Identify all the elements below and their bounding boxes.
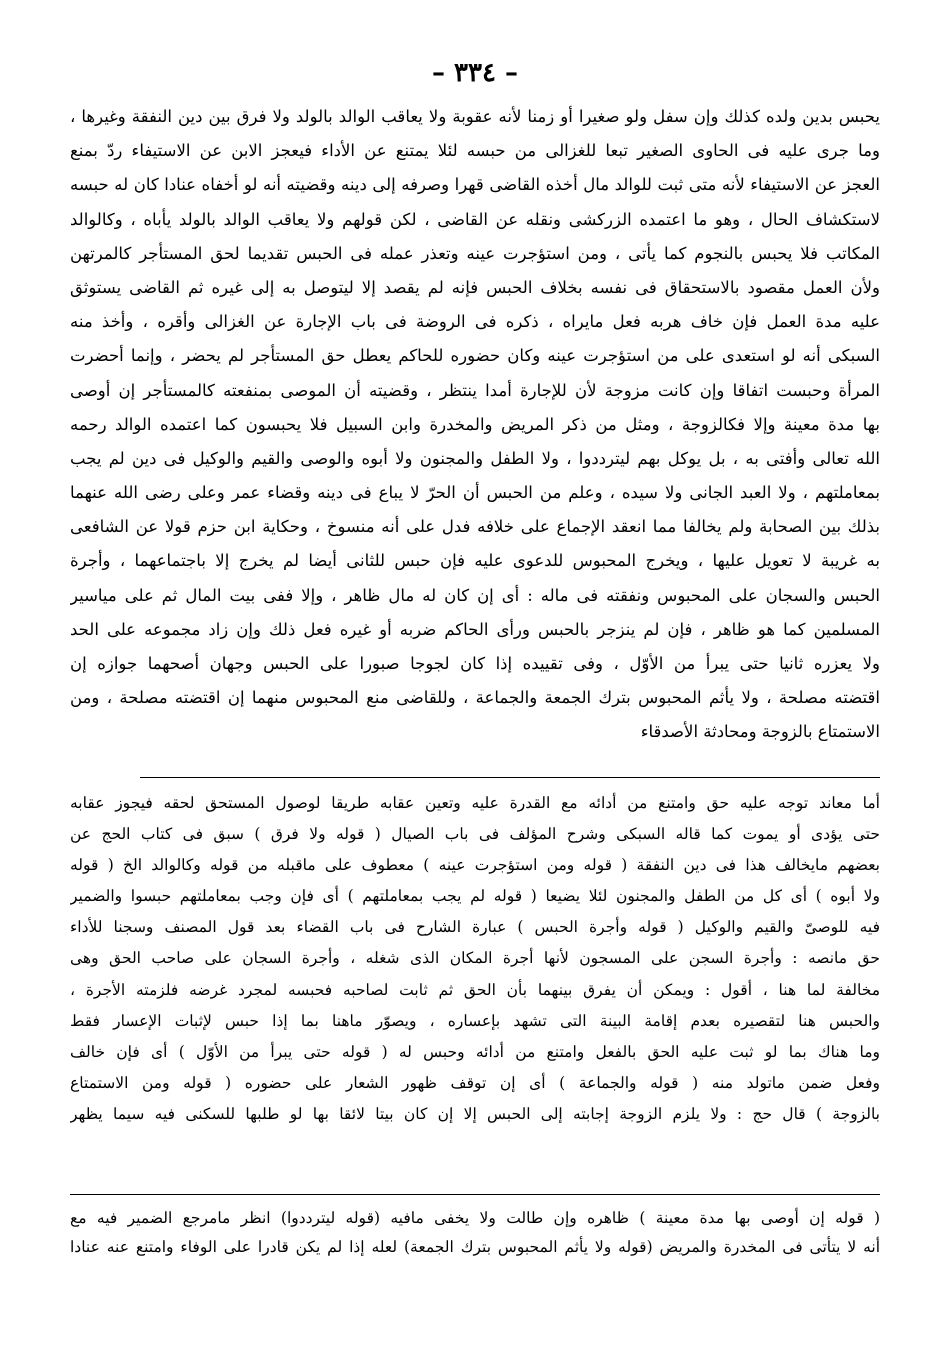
footnote-divider: [140, 777, 880, 778]
footnote-line: وما هناك بما لو ثبت عليه الحق بالفعل وامتنع من أدائه وحبس له ( قوله حتى يبرأ من الأوّل ) أى فإن خالف: [70, 1042, 880, 1061]
text-line: الله تعالى وأفتى به ، بل يوكل بهم ليترددوا ، ولا الطفل والمجنون ولا أبوه والوصى والقيم والوكيل فى دين لم يجب: [70, 448, 880, 468]
footnote-line: فيه للوصىّ والقيم والوكيل ( قوله وأجرة الحبس ) عبارة الشارح فى باب القضاء بعد قول المصنف وسجنا للأداء: [70, 918, 880, 937]
text-line: اقتضته مصلحة ، ولا يأثم المحبوس بترك الجمعة والجماعة ، وللقاضى منع المحبوس منهما إن اقتضته مصلحة ، ومن: [70, 688, 880, 708]
text-line: المرأة وحبست اتفاقا وإن كانت مزوجة لأن للإجارة أمدا ينتظر ، وقضيته أن الموصى بمنفعته كالمستأجر إن أوصى: [70, 380, 880, 400]
text-line: بمعاملتهم ، ولا العبد الجانى ولا سيده ، وعلم من الحبس أن الحرّ لا يباع فى دينه وقضاء عمر وعلى رضى الله عنهما: [70, 483, 880, 503]
text-line: يحبس بدين ولده كذلك وإن سفل ولو صغيرا أو زمنا لأنه عقوبة ولا يعاقب الوالد بالولد ولا فرق بين دين النفقة وغيرها ،: [70, 107, 880, 126]
footnote-line: حتى يؤدى أو يموت كما قاله السبكى وشرح المؤلف فى باب الصيال ( قوله ولا فرق ) سبق فى كتاب الحج عن: [70, 825, 880, 844]
footnote-line: أنه لا يتأتى فى المخدرة والمريض (قوله ولا يأثم المحبوس بترك الجمعة) لعله إذا لم يكن قادرا على الوفاء وامتنع عنه عنادا: [70, 1237, 880, 1256]
commentary-footnote: [70, 788, 880, 1130]
page-number: – ٣٣٤ –: [431, 58, 519, 88]
text-line: لاستكشاف الحال ، وهو ما اعتمده الزركشى ونقله عن القاضى ، لكن قولهم ولا يعاقب الوالد بالولد يأباه ، وكالوالد: [70, 209, 880, 229]
footnote-line: والحبس هنا لتقصيره بعدم إقامة البينة التى تشهد بإعساره ، ويصوّر ماهنا بما إذا حبس لإثبات الإعسار فقط: [70, 1011, 880, 1030]
text-line: ولا يعزره ثانيا حتى يبرأ من الأوّل ، وفى تقييده إذا كان لجوجا صبورا على الحبس وجهان أصحهما جوازه إن: [70, 654, 880, 673]
text-line: الاستمتاع بالزوجة ومحادثة الأصدقاء: [640, 722, 880, 742]
main-text: [70, 100, 880, 750]
footnote-line: بالزوجة ) قال حج : ولا يلزم الزوجة إجابته إلى الحبس إلا إن كان بيتا لائقا بها لو طلبها للسكنى فيه سيما يظهر: [70, 1104, 880, 1123]
text-line: وما جرى عليه فى الحاوى الصغير تبعا للغزالى من حبسه لئلا يمتنع عن الأداء فيعجز الابن عن الاستيفاء ردّ بمنع: [70, 141, 880, 161]
footnote-line: حق مانصه : وأجرة السجن على المسجون لأنها أجرة المكان الذى شغله ، وأجرة السجان على صاحب الحق وهى: [70, 949, 880, 968]
footnote-line: وفعل ضمن ماتولد منه ( قوله والجماعة ) أى إن توقف ظهور الشعار على حضوره ( قوله ومن الاستمتاع: [70, 1073, 880, 1092]
secondary-footnote: [70, 1204, 880, 1261]
footnote-line: مخالفة لما هنا ، أقول : ويمكن أن يفرق بينهما بأن الحق ثم ثابت لصاحبه فحبسه لمجرد غرضه فلزمته الأجرة ،: [70, 980, 880, 999]
text-line: الحبس والسجان على المحبوس ونفقته فى ماله : أى إن كان له مال ظاهر ، وإلا ففى بيت المال ثم على مياسير: [70, 585, 880, 605]
text-line: السبكى أنه لو استعدى على من استؤجرت عينه وكان حضوره للحاكم يعطل حق المستأجر لم يحضر ، وإنما أحضرت: [70, 346, 880, 366]
text-line: المكاتب فلا يحبس بالنجوم كما يأتى ، ومن استؤجرت عينه وتعذر عمله فى الحبس تقديما لحق المستأجر كالمرتهن: [70, 243, 880, 263]
text-line: المسلمين كما هو ظاهر ، فإن لم ينزجر بالحبس ورأى الحاكم ضربه أو غيره فعل ذلك وإن زاد مجموعه على الحد: [70, 619, 880, 639]
text-line: ولأن العمل مقصود بالاستحقاق فى نفسه بخلاف الحبس فإنه لم يقصد إلا ليتوصل به إلى غيره ثم القاضى يستوثق: [70, 277, 880, 297]
footnote-line: ولا أبوه ) أى كل من الطفل والمجنون لئلا يضيعا ( قوله لم يجب بمعاملتهم ) أى فإن وجب بمعاملتهم حبسوا والضمير: [70, 887, 880, 906]
text-line: بها مدة معينة وإلا فكالزوجة ، ومثل من ذكر المريض والمخدرة وابن السبيل فلا يحبسون كما اعتمده الوالد رحمه: [70, 414, 880, 434]
footnote-line: ( قوله إن أوصى بها مدة معينة ) ظاهره وإن طالت ولا يخفى مافيه (قوله ليترددوا) انظر مامرجع الضمير فيه مع: [70, 1209, 880, 1227]
footnote-divider: [70, 1194, 880, 1195]
text-line: به غريبة لا تعويل عليها ، ويخرج المحبوس للدعوى عليه فإن حبس للثانى أيضا لم يخرج إلا باجتماعهما ، وأجرة: [70, 551, 880, 571]
footnote-line: أما معاند توجه عليه حق وامتنع من أدائه مع القدرة عليه وتعين عقابه طريقا لوصول المستحق لحقه فيجوز عقابه: [70, 794, 880, 812]
footnote-line: بعضهم مايخالف هذا فى دين النفقة ( قوله ومن استؤجرت عينه ) معطوف على ماقبله من قوله وكالوالد الخ ( قوله: [70, 856, 880, 875]
text-line: بذلك بين الصحابة ولم يخالفا مما انعقد الإجماع على خلافه فدل على أنه منسوخ ، وحكاية ابن حزم قولا عن الشافعى: [70, 517, 880, 537]
text-line: العجز عن الاستيفاء لأنه متى ثبت للوالد مال أخذه القاضى قهرا وصرفه إلى دينه وقضيته أنه لو أخفاه عنادا كان له حبسه: [70, 175, 880, 195]
text-line: عليه مدة العمل فإن خاف هربه فعل مايراه ، ذكره فى الروضة فى باب الإجارة عن الغزالى وأقره ، وأخذ منه: [70, 312, 880, 332]
